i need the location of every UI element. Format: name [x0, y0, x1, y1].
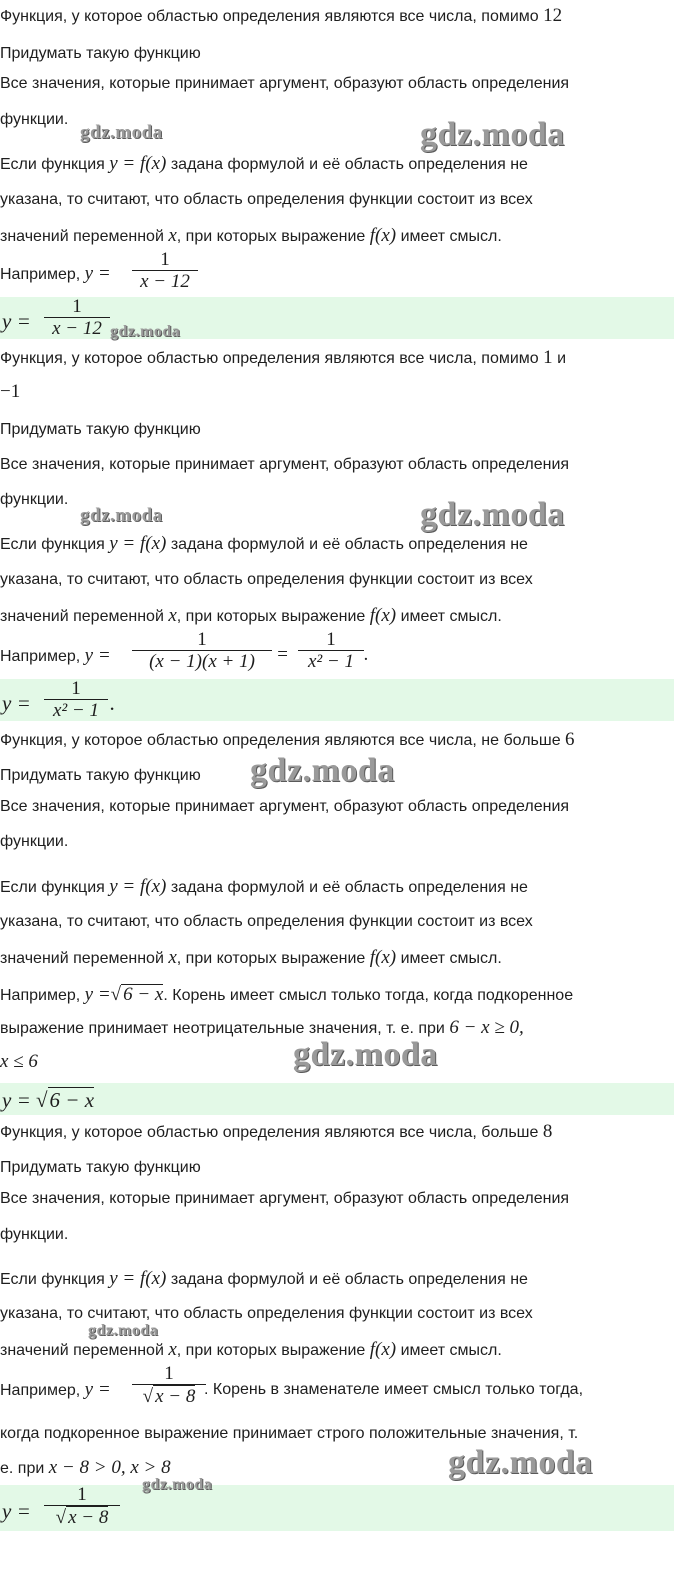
section-1-answer: y = 1 x − 12 [0, 297, 674, 339]
watermark: gdz.moda [88, 1322, 159, 1339]
watermark: gdz.moda [80, 122, 163, 143]
section-1-rule-line3: значений переменной x, при которых выражение f(x) имеет смысл. [0, 225, 502, 246]
section-1-definition-line1: Все значения, которые принимает аргумент, образуют область определения [0, 75, 570, 92]
section-1-title: Функция, у которое областью определения являются все числа, помимо 12 [0, 5, 563, 26]
section-3-answer: y = √6 − x [0, 1083, 674, 1115]
section-3-example: Например, y =√ 6 − x. Корень имеет смысл только тогда, когда подкоренное [0, 984, 574, 1005]
section-4-task: Придумать такую функцию [0, 1159, 201, 1176]
section-2-example-fraction-1: 1 (x − 1)(x + 1) [132, 630, 272, 673]
watermark: gdz.moda [250, 752, 395, 789]
section-1-example: Например, y = [0, 263, 111, 284]
section-2-rule-line1: Если функция y = f(x) задана формулой и её область определения не [0, 533, 528, 554]
section-2-example-period: . [364, 644, 369, 665]
section-1-rule-line1: Если функция y = f(x) задана формулой и её область определения не [0, 153, 528, 174]
section-4-condition-line2: е. при x − 8 > 0, x > 8 [0, 1457, 171, 1478]
section-3-definition-line1: Все значения, которые принимает аргумент, образуют область определения [0, 798, 570, 815]
section-1-example-fraction: 1 x − 12 [132, 250, 198, 293]
section-3-title: Функция, у которое областью определения являются все числа, не больше 6 [0, 729, 575, 750]
section-3-rule-line3: значений переменной x, при которых выражение f(x) имеет смысл. [0, 947, 502, 968]
section-3-definition-line2: функции. [0, 833, 69, 850]
section-4-example-text: . Корень в знаменателе имеет смысл только тогда, [204, 1381, 584, 1398]
section-4-condition-line1: когда подкоренное выражение принимает строго положительные значения, т. [0, 1425, 579, 1442]
section-3-rule-line2: указана, то считают, что область определения функции состоит из всех [0, 913, 533, 930]
watermark: gdz.moda [420, 496, 565, 533]
section-4-definition-line1: Все значения, которые принимает аргумент, образуют область определения [0, 1190, 570, 1207]
section-2-rule-line3: значений переменной x, при которых выражение f(x) имеет смысл. [0, 605, 502, 626]
watermark: gdz.moda [80, 505, 163, 526]
watermark: gdz.moda [110, 323, 181, 340]
section-3-task: Придумать такую функцию [0, 767, 201, 784]
section-4-answer: y = 1 √ x − 8 [0, 1485, 674, 1531]
section-3-rule-line1: Если функция y = f(x) задана формулой и её область определения не [0, 876, 528, 897]
section-2-definition-line2: функции. [0, 491, 69, 508]
watermark: gdz.moda [448, 1444, 593, 1481]
section-2-definition-line1: Все значения, которые принимает аргумент, образуют область определения [0, 456, 570, 473]
section-4-definition-line2: функции. [0, 1226, 69, 1243]
section-4-rule-line1: Если функция y = f(x) задана формулой и её область определения не [0, 1268, 528, 1289]
watermark: gdz.moda [293, 1036, 438, 1073]
section-2-example-equals: = [276, 644, 289, 665]
section-1-task: Придумать такую функцию [0, 45, 201, 62]
section-1-definition-line2: функции. [0, 111, 69, 128]
section-2-example-fraction-2: 1 x² − 1 [298, 630, 364, 673]
section-2-example: Например, y = [0, 645, 111, 666]
section-4-example-fraction: 1 √ x − 8 [132, 1364, 206, 1408]
section-2-answer: y = 1 x² − 1 . [0, 679, 674, 721]
section-2-rule-line2: указана, то считают, что область определения функции состоит из всех [0, 571, 533, 588]
section-2-task: Придумать такую функцию [0, 421, 201, 438]
section-4-rule-line3: значений переменной x, при которых выражение f(x) имеет смысл. [0, 1339, 502, 1360]
section-4-title: Функция, у которое областью определения являются все числа, больше 8 [0, 1121, 553, 1142]
watermark: gdz.moda [142, 1476, 213, 1493]
section-2-title: Функция, у которое областью определения являются все числа, помимо 1 и [0, 347, 567, 368]
watermark: gdz.moda [420, 116, 565, 153]
section-3-condition-line2: x ≤ 6 [0, 1051, 38, 1072]
section-1-rule-line2: указана, то считают, что область определения функции состоит из всех [0, 191, 533, 208]
section-2-title-cont: −1 [0, 381, 21, 402]
section-4-example: Например, y = [0, 1379, 111, 1400]
section-3-condition-line1: выражение принимает неотрицательные значения, т. е. при 6 − x ≥ 0, [0, 1017, 524, 1038]
section-4-rule-line2: указана, то считают, что область определения функции состоит из всех [0, 1305, 533, 1322]
